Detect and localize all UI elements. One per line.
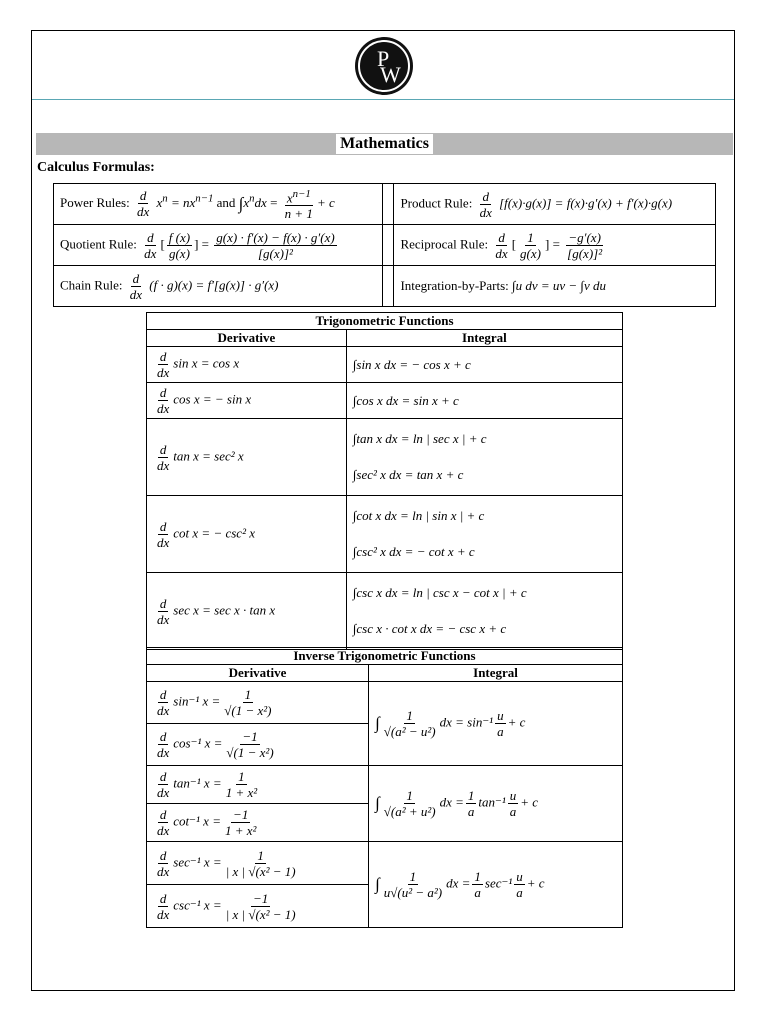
table-row: $\frac{d}{dx}$ sec x = sec x · tan x ∫csc x dx = ln | csc x − cot x | + c ∫csc x · cot x dx = − csc x + c (147, 573, 623, 650)
reciprocal-rule-cell: Reciprocal Rule: $\frac{d}{dx}$ [ $\frac{1}{g(x)}$ ] = $\frac{-g'(x)}{\text{[g(x)]²}}$ (394, 225, 716, 266)
page-title: Mathematics (336, 134, 433, 154)
integration-by-parts-cell: Integration-by-Parts: ∫u dv = uv − ∫v du (394, 266, 716, 307)
calculus-table (53, 183, 716, 307)
table-row (54, 184, 716, 225)
table-row: $\frac{d}{dx}$ cot x = − csc² x ∫cot x dx = ln | sin x | + c ∫csc² x dx = − cot x + c (147, 496, 623, 573)
integral-cell: ∫ $\frac{1}{\text{√(a² − u²)}}$ dx = sin⁻¹ $\frac{u}{a}$ + c (369, 682, 623, 766)
column-header-integral: Integral (369, 665, 623, 682)
power-rule-cell: Power Rules: $\frac{d}{dx}$ $x^n = nx^{n-1}$ and $\int x^ndx$ = $\frac{x^{n-1}}{n + 1}$ + c (54, 184, 383, 225)
column-header-derivative: Derivative (147, 665, 369, 682)
svg-text:W: W (380, 62, 401, 87)
table-row: $\frac{d}{dx}$ sin x = cos x ∫sin x dx = − cos x + c (147, 347, 623, 383)
table-row: $\frac{d}{dx}$ csc⁻¹ x = $\frac{-1}{\text{| x | √(x² − 1)}}$ (147, 885, 623, 928)
table-row: $\frac{d}{dx}$ sin⁻¹ x = $\frac{1}{\text{√(1 − x²)}}$ ∫ $\frac{1}{\text{√(a² − u²)}}$ dx = sin⁻¹ $\frac{u}{a}$ + c (147, 682, 623, 724)
table-row: $\frac{d}{dx}$ tan x = sec² x ∫tan x dx = ln | sec x | + c ∫sec² x dx = tan x + c (147, 419, 623, 496)
table-row: $\frac{d}{dx}$ sec⁻¹ x = $\frac{1}{\text{| x | √(x² − 1)}}$ ∫ $\frac{1}{\text{u√(u² − a²)}}$ dx = $\frac{1}{a}$ sec⁻¹ $\frac{u}{a}$ + c (147, 842, 623, 885)
table-row: $\frac{d}{dx}$ cos⁻¹ x = $\frac{-1}{\text{√(1 − x²)}}$ (147, 724, 623, 766)
d-dx: $\frac{d}{dx}$ (136, 188, 150, 220)
table-row: $\frac{d}{dx}$ cot⁻¹ x = $\frac{-1}{\text{1 + x²}}$ (147, 804, 623, 842)
column-header-integral: Integral (346, 330, 622, 347)
integral-cell: ∫ $\frac{1}{\text{u√(u² − a²)}}$ dx = $\frac{1}{a}$ sec⁻¹ $\frac{u}{a}$ + c (369, 842, 623, 928)
product-rule-cell: Product Rule: $\frac{d}{dx}$ [f(x)·g(x)] = f(x)·g′(x) + f′(x)·g(x) (394, 184, 716, 225)
table-row (54, 225, 716, 266)
header-divider (32, 99, 734, 100)
section-label: Calculus Formulas: (37, 160, 155, 175)
inverse-table-title: Inverse Trigonometric Functions (147, 648, 623, 665)
integral-cell: ∫ $\frac{1}{\text{√(a² + u²)}}$ dx = $\frac{1}{a}$ tan⁻¹ $\frac{u}{a}$ + c (369, 766, 623, 842)
title-banner (36, 133, 733, 155)
svg-text:P: P (377, 46, 390, 71)
pw-logo-icon (354, 36, 414, 96)
trig-table-title: Trigonometric Functions (147, 313, 623, 330)
quotient-rule-cell: Quotient Rule: $\frac{d}{dx}$ [ $\frac{f (x)}{g(x)}$ ] = $\frac{g(x) \cdot f'(x) - f(x) \cdot g'(x)}{\text{[g(x)]²}}$ (54, 225, 383, 266)
column-header-derivative: Derivative (147, 330, 347, 347)
trig-table (146, 312, 623, 650)
inverse-trig-table (146, 647, 623, 928)
chain-rule-cell: Chain Rule: $\frac{d}{dx}$ (f · g)(x) = f′[g(x)] · g′(x) (54, 266, 383, 307)
table-row (54, 266, 716, 307)
table-row: $\frac{d}{dx}$ tan⁻¹ x = $\frac{1}{\text{1 + x²}}$ ∫ $\frac{1}{\text{√(a² + u²)}}$ dx = $\frac{1}{a}$ tan⁻¹ $\frac{u}{a}$ + c (147, 766, 623, 804)
table-row: $\frac{d}{dx}$ cos x = − sin x ∫cos x dx = sin x + c (147, 383, 623, 419)
spacer-cell (383, 184, 394, 225)
